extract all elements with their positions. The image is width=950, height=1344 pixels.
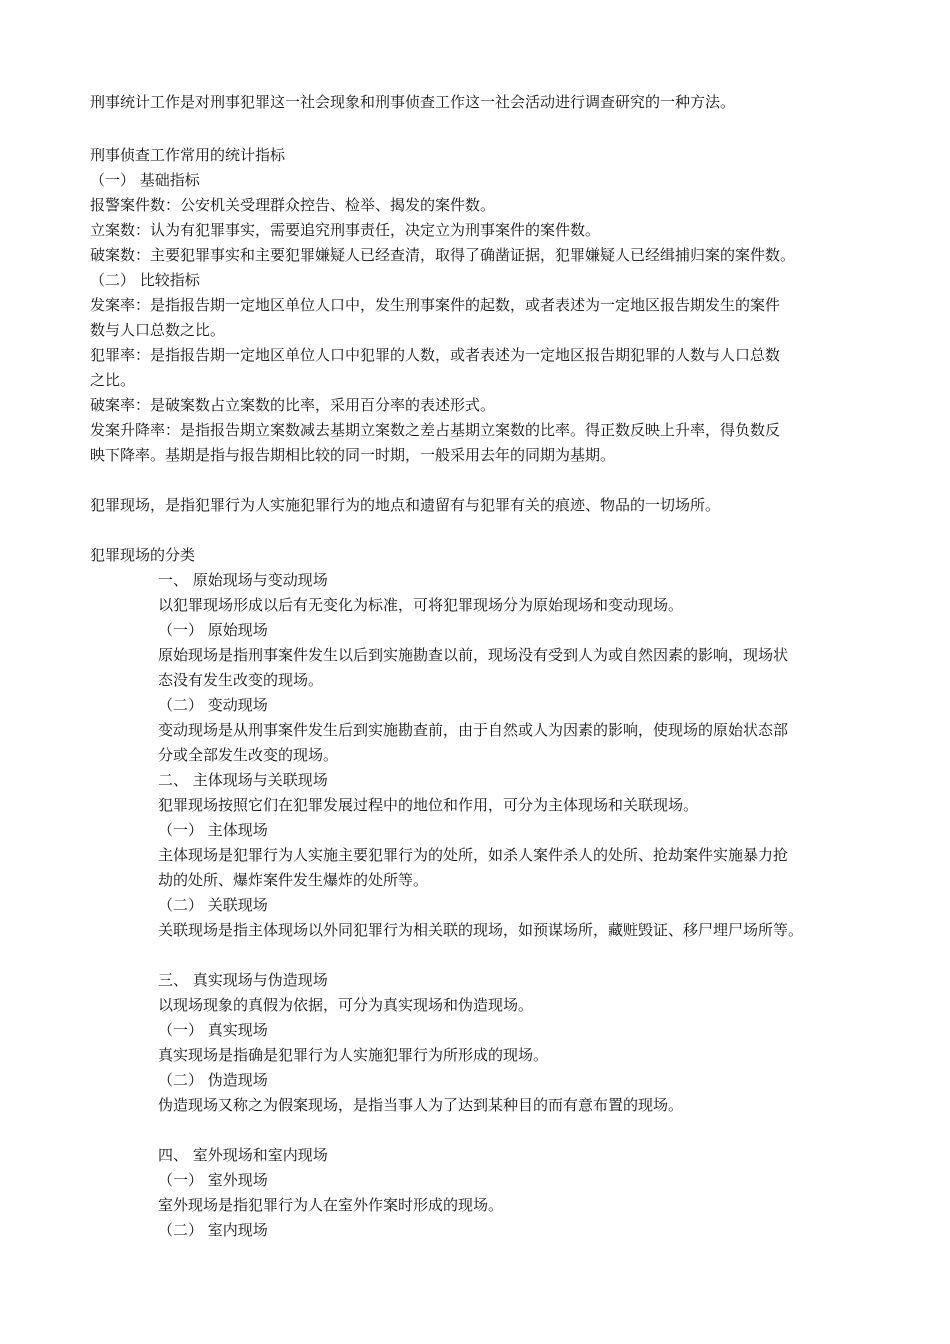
definition-line: 破案率：是破案数占立案数的比率，采用百分率的表述形式。: [90, 396, 496, 414]
category-heading: 三、 真实现场与伪造现场: [158, 971, 328, 989]
category-heading: 二、 主体现场与关联现场: [158, 771, 328, 789]
definition-line: 发案率：是指报告期一定地区单位人口中，发生刑事案件的起数，或者表述为一定地区报告期发生的案件: [90, 296, 781, 314]
body-line: 关联现场是指主体现场以外同犯罪行为相关联的现场，如预谋场所，藏赃毁证、移尸埋尸场所等。: [158, 921, 804, 939]
body-line: 分或全部发生改变的现场。: [158, 746, 339, 764]
body-line: 原始现场是指刑事案件发生以后到实施勘查以前，现场没有受到人为或自然因素的影响，现场状: [158, 646, 789, 664]
body-line: 以犯罪现场形成以后有无变化为标准，可将犯罪现场分为原始现场和变动现场。: [158, 596, 684, 614]
subsection-heading: （一） 主体现场: [158, 821, 268, 839]
definition-line: 数与人口总数之比。: [90, 321, 226, 339]
body-line: 主体现场是犯罪行为人实施主要犯罪行为的处所，如杀人案件杀人的处所、抢劫案件实施暴力抢: [158, 846, 789, 864]
scene-definition: 犯罪现场，是指犯罪行为人实施犯罪行为的地点和遗留有与犯罪有关的痕迹、物品的一切场所。: [90, 496, 721, 514]
category-heading: 一、 原始现场与变动现场: [158, 571, 328, 589]
subsection-heading: （一） 真实现场: [158, 1021, 268, 1039]
body-line: 伪造现场又称之为假案现场，是指当事人为了达到某种目的而有意布置的现场。: [158, 1096, 684, 1114]
subsection-heading: （一） 原始现场: [158, 621, 268, 639]
subsection-heading: （二） 关联现场: [158, 896, 268, 914]
definition-line: 报警案件数：公安机关受理群众控告、检举、揭发的案件数。: [90, 196, 496, 214]
definition-line: 发案升降率：是指报告期立案数减去基期立案数之差占基期立案数的比率。得正数反映上升率，得负数反: [90, 421, 781, 439]
subsection-heading: （二） 室内现场: [158, 1221, 268, 1239]
section-heading: 刑事侦查工作常用的统计指标: [90, 146, 286, 164]
definition-line: 映下降率。基期是指与报告期相比较的同一时期，一般采用去年的同期为基期。: [90, 446, 616, 464]
definition-line: 犯罪率：是指报告期一定地区单位人口中犯罪的人数，或者表述为一定地区报告期犯罪的人数与人口总数: [90, 346, 781, 364]
body-line: 犯罪现场按照它们在犯罪发展过程中的地位和作用，可分为主体现场和关联现场。: [158, 796, 699, 814]
subsection-heading: （二） 变动现场: [158, 696, 268, 714]
section-heading: 犯罪现场的分类: [90, 546, 196, 564]
subsection-heading: （二） 比较指标: [90, 271, 200, 289]
body-line: 劫的处所、爆炸案件发生爆炸的处所等。: [158, 871, 429, 889]
body-line: 以现场现象的真假为依据，可分为真实现场和伪造现场。: [158, 996, 534, 1014]
category-heading: 四、 室外现场和室内现场: [158, 1146, 328, 1164]
definition-line: 破案数：主要犯罪事实和主要犯罪嫌疑人已经查清，取得了确凿证据，犯罪嫌疑人已经缉捕归案的案件数。: [90, 246, 796, 264]
subsection-heading: （一） 室外现场: [158, 1171, 268, 1189]
body-line: 室外现场是指犯罪行为人在室外作案时形成的现场。: [158, 1196, 504, 1214]
definition-line: 之比。: [90, 371, 136, 389]
body-line: 态没有发生改变的现场。: [158, 671, 324, 689]
definition-line: 立案数：认为有犯罪事实，需要追究刑事责任，决定立为刑事案件的案件数。: [90, 221, 601, 239]
body-line: 真实现场是指确是犯罪行为人实施犯罪行为所形成的现场。: [158, 1046, 549, 1064]
subsection-heading: （二） 伪造现场: [158, 1071, 268, 1089]
subsection-heading: （一） 基础指标: [90, 171, 200, 189]
intro-paragraph: 刑事统计工作是对刑事犯罪这一社会现象和刑事侦查工作这一社会活动进行调查研究的一种方法。: [90, 93, 736, 111]
body-line: 变动现场是从刑事案件发生后到实施勘查前，由于自然或人为因素的影响，使现场的原始状态部: [158, 721, 789, 739]
